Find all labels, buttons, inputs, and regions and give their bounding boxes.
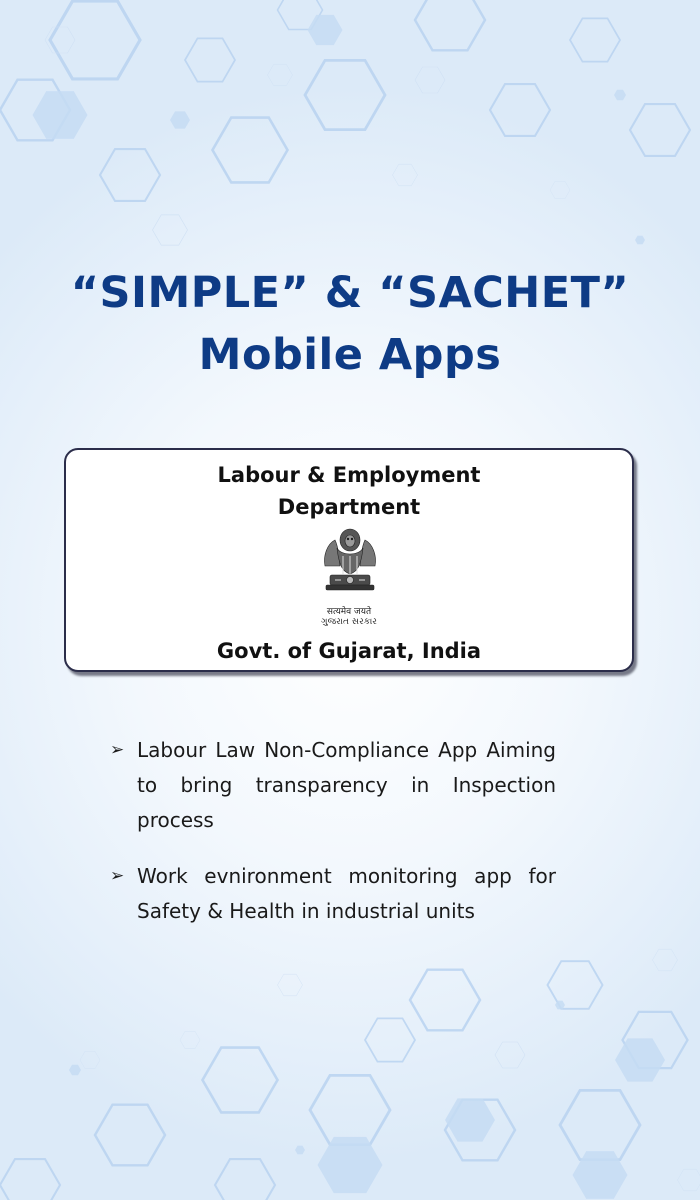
- state-emblem-of-india-icon: [319, 526, 381, 606]
- page-title: [0, 262, 700, 386]
- government-name: Govt. of Gujarat, India: [216, 639, 482, 663]
- feature-text: Work evnironment monitoring app for Safety & Health in industrial units: [137, 864, 556, 923]
- list-item: [110, 733, 556, 838]
- department-card: [64, 448, 634, 672]
- page-title-line-2: Mobile Apps: [198, 330, 502, 380]
- page-title-line-1: “SIMPLE” & “SACHET”: [70, 268, 630, 318]
- department-name-line-1: Labour & Employment: [217, 463, 481, 487]
- emblem-motto: सत्यमेव जयते: [326, 607, 372, 617]
- arrow-bullet-icon: ➢: [110, 866, 125, 886]
- department-name-line-2: Department: [277, 495, 421, 519]
- arrow-bullet-icon: ➢: [110, 740, 125, 760]
- emblem-caption: ગુજરાત સરકાર: [321, 617, 377, 627]
- list-item: [110, 859, 556, 929]
- feature-list: [110, 733, 556, 950]
- feature-text: Labour Law Non-Compliance App Aiming to bring transparency in Inspection process: [137, 738, 556, 832]
- department-name: [66, 459, 632, 523]
